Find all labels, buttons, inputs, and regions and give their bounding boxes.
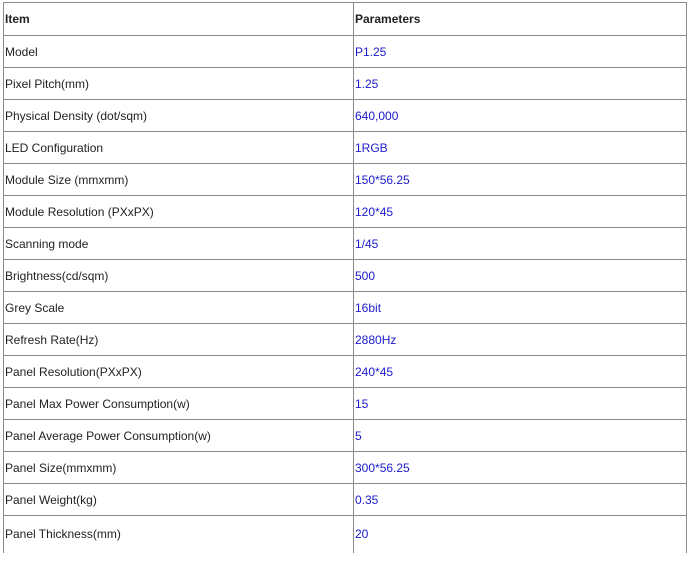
row-item-value: 1RGB xyxy=(354,132,687,164)
table-row xyxy=(4,196,687,228)
row-item-label: Brightness(cd/sqm) xyxy=(4,260,354,292)
table-row xyxy=(4,452,687,484)
row-item-value: P1.25 xyxy=(354,36,687,68)
row-item-label: Grey Scale xyxy=(4,292,354,324)
table-row xyxy=(4,164,687,196)
row-item-label: Model xyxy=(4,36,354,68)
row-item-value: 1.25 xyxy=(354,68,687,100)
row-item-value: 15 xyxy=(354,388,687,420)
row-item-label: Pixel Pitch(mm) xyxy=(4,68,354,100)
row-item-value: 640,000 xyxy=(354,100,687,132)
table-row xyxy=(4,388,687,420)
table-header-row xyxy=(4,3,687,36)
row-item-value: 120*45 xyxy=(354,196,687,228)
table-row xyxy=(4,228,687,260)
row-item-label: LED Configuration xyxy=(4,132,354,164)
row-item-value: 5 xyxy=(354,420,687,452)
row-item-value: 150*56.25 xyxy=(354,164,687,196)
table-body xyxy=(4,36,687,553)
table-row xyxy=(4,100,687,132)
table-row xyxy=(4,68,687,100)
row-item-label: Panel Weight(kg) xyxy=(4,484,354,516)
header-parameters: Parameters xyxy=(354,3,687,36)
row-item-value: 16bit xyxy=(354,292,687,324)
spec-table xyxy=(3,2,687,553)
table-row xyxy=(4,324,687,356)
row-item-value: 500 xyxy=(354,260,687,292)
header-item: Item xyxy=(4,3,354,36)
row-item-label: Panel Size(mmxmm) xyxy=(4,452,354,484)
row-item-value: 300*56.25 xyxy=(354,452,687,484)
row-item-value: 20 xyxy=(354,516,687,553)
row-item-label: Panel Resolution(PXxPX) xyxy=(4,356,354,388)
row-item-label: Scanning mode xyxy=(4,228,354,260)
row-item-label: Module Resolution (PXxPX) xyxy=(4,196,354,228)
row-item-label: Panel Average Power Consumption(w) xyxy=(4,420,354,452)
table-row xyxy=(4,356,687,388)
row-item-label: Panel Max Power Consumption(w) xyxy=(4,388,354,420)
table-row xyxy=(4,484,687,516)
row-item-value: 0.35 xyxy=(354,484,687,516)
table-row xyxy=(4,260,687,292)
table-row xyxy=(4,420,687,452)
row-item-label: Physical Density (dot/sqm) xyxy=(4,100,354,132)
row-item-label: Refresh Rate(Hz) xyxy=(4,324,354,356)
row-item-value: 240*45 xyxy=(354,356,687,388)
table-row xyxy=(4,36,687,68)
table-row xyxy=(4,132,687,164)
table-row xyxy=(4,516,687,553)
row-item-label: Module Size (mmxmm) xyxy=(4,164,354,196)
row-item-value: 2880Hz xyxy=(354,324,687,356)
row-item-label: Panel Thickness(mm) xyxy=(4,516,354,553)
row-item-value: 1/45 xyxy=(354,228,687,260)
table-row xyxy=(4,292,687,324)
